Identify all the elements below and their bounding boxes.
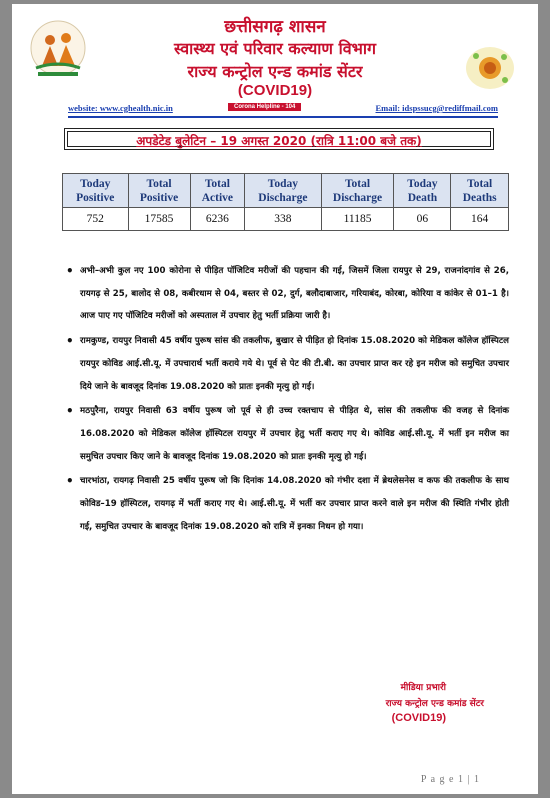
- bulletin-title: अपडेटेड बुलेटिन – 19 अगस्त 2020 (रात्रि 11:00 बजे तक): [136, 134, 422, 148]
- document-page: [12, 4, 538, 794]
- header-total-discharge: Total Discharge: [321, 174, 394, 208]
- department-title: स्वास्थ्य एवं परिवार कल्याण विभाग: [173, 39, 377, 58]
- table-row: [63, 208, 509, 231]
- header-today-positive: Today Positive: [63, 174, 129, 208]
- bullet-dot-icon: •: [66, 334, 74, 349]
- list-item: [64, 470, 509, 538]
- list-item: [64, 260, 509, 328]
- list-item: [64, 400, 509, 468]
- header-total-active: Total Active: [190, 174, 245, 208]
- contact-row: [68, 103, 498, 115]
- value-total-deaths: 164: [451, 208, 509, 231]
- value-today-discharge: 338: [245, 208, 321, 231]
- covid-stats-table: [62, 173, 509, 231]
- helpline-badge: Corona Helpline - 104: [228, 103, 301, 111]
- header-today-death: Today Death: [394, 174, 451, 208]
- govt-title: छत्तीसगढ़ शासन: [224, 17, 326, 37]
- signature-covid: (COVID19): [391, 712, 446, 724]
- bullet-text-new-cases: अभी–अभी कुल नए 100 कोरोना से पीड़ित पॉजिटिव मरीजों की पहचान की गई, जिसमें जिला रायपुर से 29, राजनांदगांव से 26, रायगढ़ से 25, बालोद से 08, कबीरधाम से 04, बस्तर से 02, दुर्ग, बलौदाबाजार, गरियाबंद, कोरबा, कोरिया व कांकेर से 01–1 है। आज पाए गए पॉजिटिव मरीजों को अस्पताल में उपचार हेतु भर्ती प्रक्रिया जारी है।: [80, 266, 509, 322]
- value-today-death: 06: [394, 208, 451, 231]
- bullet-dot-icon: •: [66, 404, 74, 419]
- header-total-deaths: Total Deaths: [451, 174, 509, 208]
- website-link[interactable]: website: www.cghealth.nic.in: [68, 103, 173, 113]
- value-today-positive: 752: [63, 208, 129, 231]
- value-total-positive: 17585: [128, 208, 190, 231]
- table-header-row: [63, 174, 509, 208]
- bullet-dot-icon: •: [66, 474, 74, 489]
- signature-designation: मीडिया प्रभारी: [400, 683, 446, 693]
- bullet-text-death-3: चारभांठा, रायगढ़ निवासी 25 वर्षीय पुरूष जो कि दिनांक 14.08.2020 को गंभीर दशा में ब्रेथलेसनेस व कफ की तकलीफ के साथ कोविड–19 हॉस्पिटल, रायगढ़ में भर्ती कराए गए थे। आई.सी.यू. में भर्ती कर उपचार प्राप्त करने वाले इन मरीज की स्थिति गंभीर होती गई, समुचित उपचार के बावजूद दिनांक 19.08.2020 को रात्रि में इनका निधन हो गया।: [80, 476, 509, 532]
- value-total-active: 6236: [190, 208, 245, 231]
- signature-office: राज्य कन्ट्रोल एन्ड कमांड सेंटर: [385, 699, 484, 709]
- header-divider: [68, 116, 498, 118]
- bullet-dot-icon: •: [66, 264, 74, 278]
- bulletin-title-box: [64, 128, 494, 150]
- value-total-discharge: 11185: [321, 208, 394, 231]
- bullet-text-death-1: रामकुण्ड, रायपुर निवासी 45 वर्षीय पुरूष सांस की तकलीफ, बुखार से पीड़ित हो दिनांक 15.08.2020 को मेडिकल कॉलेज हॉस्पिटल रायपुर कोविड आई.सी.यू. में उपचारार्थ भर्ती कराये गये थे। पूर्व से पेट की टी.बी. का उपचार प्राप्त कर रहे इन मरीज को समुचित उपचार दिये जाने के बावजूद दिनांक 19.08.2020 को प्रातः इनकी मृत्यु हो गई।: [80, 336, 509, 392]
- covid-centre-logo-icon: [464, 44, 516, 92]
- header-today-discharge: Today Discharge: [245, 174, 321, 208]
- bullet-text-death-2: मठपुरैना, रायपुर निवासी 63 वर्षीय पुरूष जो पूर्व से ही उच्च रक्तचाप से पीड़ित थे, सांस की तकलीफ की वजह से दिनांक 16.08.2020 को मेडिकल कॉलेज हॉस्पिटल रायपुर में उपचार हेतु भर्ती कराए गए थे। कोविड आई.सी.यू. में भर्ती इन मरीज का समुचित उपचार किए जाने के बावजूद दिनांक 19.08.2020 को प्रातः इनकी मृत्यु हो गई।: [80, 406, 509, 462]
- header-total-positive: Total Positive: [128, 174, 190, 208]
- list-item: [64, 330, 509, 398]
- control-centre-title: राज्य कन्ट्रोल एन्ड कमांड सेंटर: [187, 62, 363, 81]
- bulletin-points: [64, 260, 509, 540]
- covid-title: (COVID19): [237, 82, 313, 99]
- page-number: P a g e 1 | 1: [420, 774, 480, 785]
- email-link[interactable]: Email: idspssucg@rediffmail.com: [375, 103, 498, 113]
